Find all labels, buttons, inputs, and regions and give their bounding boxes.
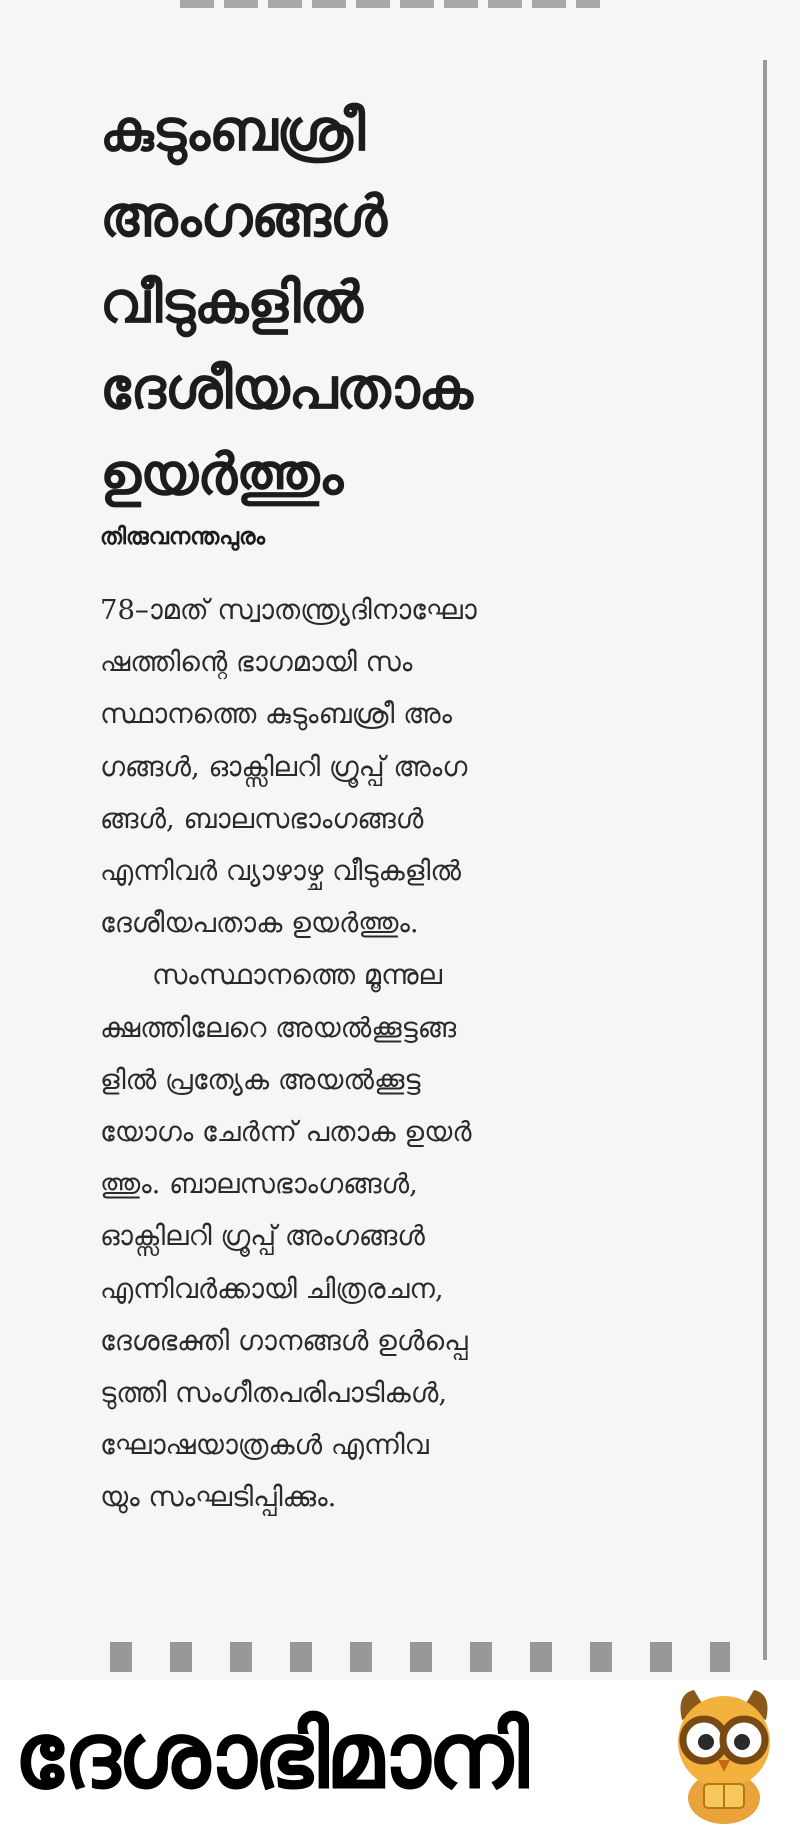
body-line: ദേശീയപതാക ഉയർത്തും. xyxy=(100,907,419,940)
headline-line: അംഗങ്ങൾ xyxy=(100,184,387,250)
headline-line: വീടുകളിൽ xyxy=(100,270,362,336)
headline-line: ഉയർത്തും xyxy=(100,442,343,508)
body-line: ഘോഷയാത്രകൾ എന്നിവ xyxy=(100,1429,429,1462)
body-line: ടുത്തി സംഗീതപരിപാടികൾ, xyxy=(100,1377,448,1410)
body-line: യോഗം ചേർന്ന് പതാക ഉയർ xyxy=(100,1116,472,1149)
body-line: സംസ്ഥാനത്തെ മൂന്നുല xyxy=(152,959,443,992)
body-line: ത്തും. ബാലസഭാംഗങ്ങൾ, xyxy=(100,1168,418,1201)
body-line: ളിൽ പ്രത്യേക അയൽക്കൂട്ട xyxy=(100,1063,421,1096)
body-line: ദേശഭക്തി ഗാനങ്ങൾ ഉൾപ്പെ xyxy=(100,1324,468,1357)
headline xyxy=(100,88,740,518)
next-article-cut-text xyxy=(110,1642,730,1672)
body-line: യും സംഘടിപ്പിക്കും. xyxy=(100,1481,337,1514)
body-line: സ്ഥാനത്തെ കുടുംബശ്രീ അം xyxy=(100,698,453,731)
column-rule xyxy=(763,60,767,1660)
body-line: ങ്ങൾ, ബാലസഭാംഗങ്ങൾ xyxy=(100,802,424,835)
body-line: ഗങ്ങൾ, ഓക്സിലറി ഗ്രൂപ്പ് അംഗ xyxy=(100,750,468,783)
body-line: ഓക്സിലറി ഗ്രൂപ്പ് അംഗങ്ങൾ xyxy=(100,1220,425,1253)
article-body xyxy=(100,584,710,1524)
brand-logo-text: ദേശാഭിമാനി xyxy=(14,1702,526,1809)
body-line: 78–ാമത് സ്വാതന്ത്ര്യദിനാഘോ xyxy=(100,594,477,626)
headline-line: കുടുംബശ്രീ xyxy=(100,98,365,164)
body-line: ഷത്തിന്റെ ഭാഗമായി സം xyxy=(100,646,413,679)
dateline: തിരുവനന്തപുരം xyxy=(100,524,266,550)
body-line: ക്ഷത്തിലേറെ അയൽക്കൂട്ടങ്ങ xyxy=(100,1011,457,1044)
body-line: എന്നിവർ വ്യാഴാഴ്ച വീടുകളിൽ xyxy=(100,855,461,888)
body-line: എന്നിവർക്കായി ചിത്രരചന, xyxy=(100,1272,444,1305)
headline-line: ദേശീയപതാക xyxy=(100,356,472,422)
owl-icon xyxy=(654,1680,794,1828)
previous-article-cut-text xyxy=(180,0,600,8)
